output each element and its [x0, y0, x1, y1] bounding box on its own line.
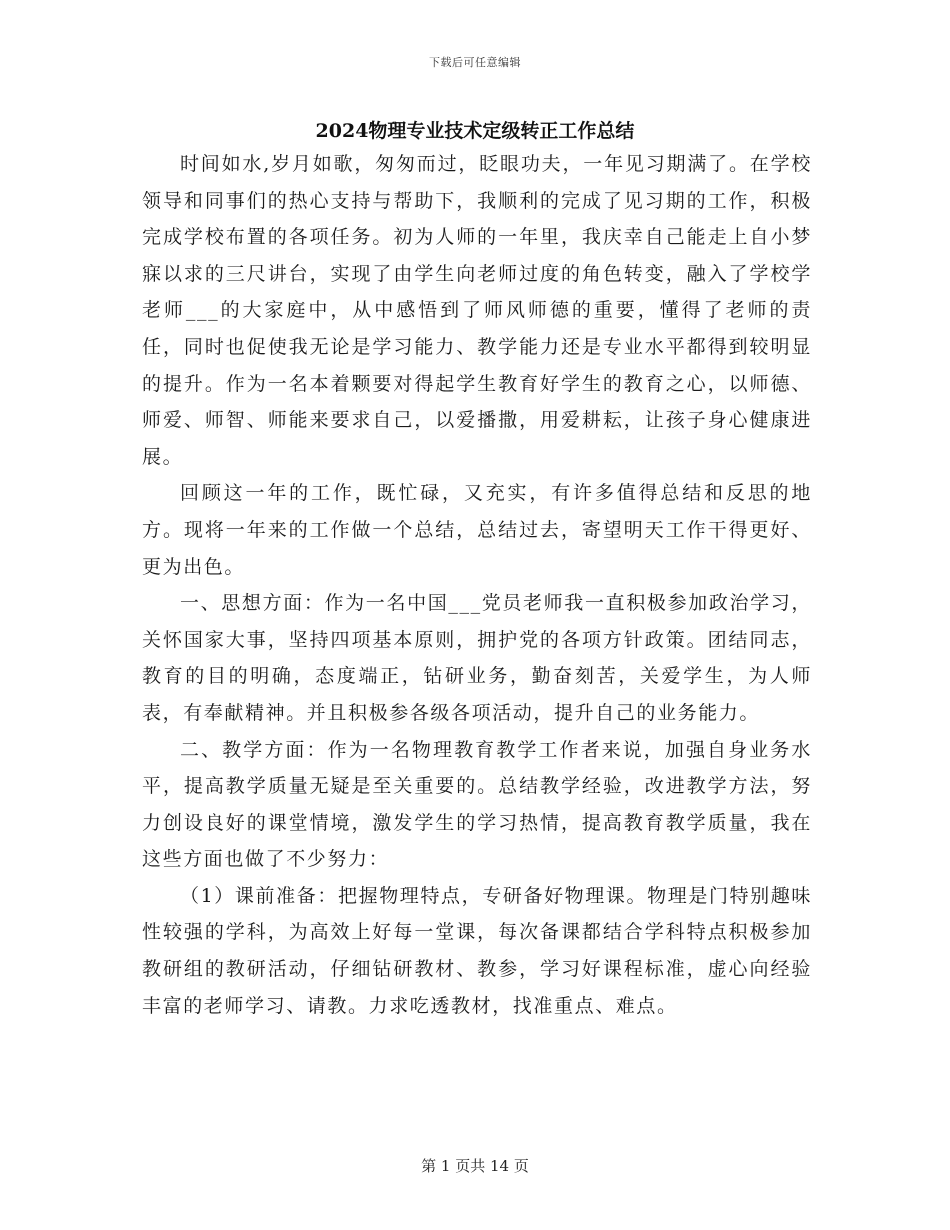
paragraph-lesson-prep: （1）课前准备：把握物理特点，专研备好物理课。物理是门特别趣味性较强的学科，为高效上好每一堂课，每次备课都结合学科特点积极参加教研组的教研活动，仔细钻研教材、教参，学习好课程标准，虚心向经验丰富的老师学习、请教。力求吃透教材，找准重点、难点。 [142, 884, 812, 1017]
paragraph-intro: 时间如水,岁月如歌，匆匆而过，眨眼功夫，一年见习期满了。在学校领导和同事们的热心支持与帮助下，我顺利的完成了见习期的工作，积极完成学校布置的各项任务。初为人师的一年里，我庆幸自己能走上自小梦寐以求的三尺讲台，实现了由学生向老师过度的角色转变，融入了学校学老师___的大家庭中，从中感悟到了师风师德的重要，懂得了老师的责任，同时也促使我无论是学习能力、教学能力还是专业水平都得到较明显的提升。作为一名本着颗要对得起学生教育好学生的教育之心，以师德、师爱、师智、师能来要求自己，以爱播撒，用爱耕耘，让孩子身心健康进展。 [142, 153, 812, 468]
paragraph-teaching: 二、教学方面：作为一名物理教育教学工作者来说，加强自身业务水平，提高教学质量无疑是至关重要的。总结教学经验，改进教学方法，努力创设良好的课堂情境，激发学生的学习热情，提高教育教学质量，我在这些方面也做了不少努力： [142, 738, 812, 871]
page-number: 第 1 页共 14 页 [421, 1157, 529, 1175]
page-header-note: 下载后可任意编辑 [429, 56, 521, 69]
document-title: 2024物理专业技术定级转正工作总结 [315, 120, 635, 142]
paragraph-review: 回顾这一年的工作，既忙碌，又充实，有许多值得总结和反思的地方。现将一年来的工作做一个总结，总结过去，寄望明天工作干得更好、更为出色。 [142, 482, 812, 578]
document-body [142, 146, 812, 1024]
paragraph-ideology: 一、思想方面：作为一名中国___党员老师我一直积极参加政治学习，关怀国家大事，坚持四项基本原则，拥护党的各项方针政策。团结同志，教育的目的明确，态度端正，钻研业务，勤奋刻苦，关爱学生，为人师表，有奉献精神。并且积极参各级各项活动，提升自己的业务能力。 [142, 592, 812, 724]
